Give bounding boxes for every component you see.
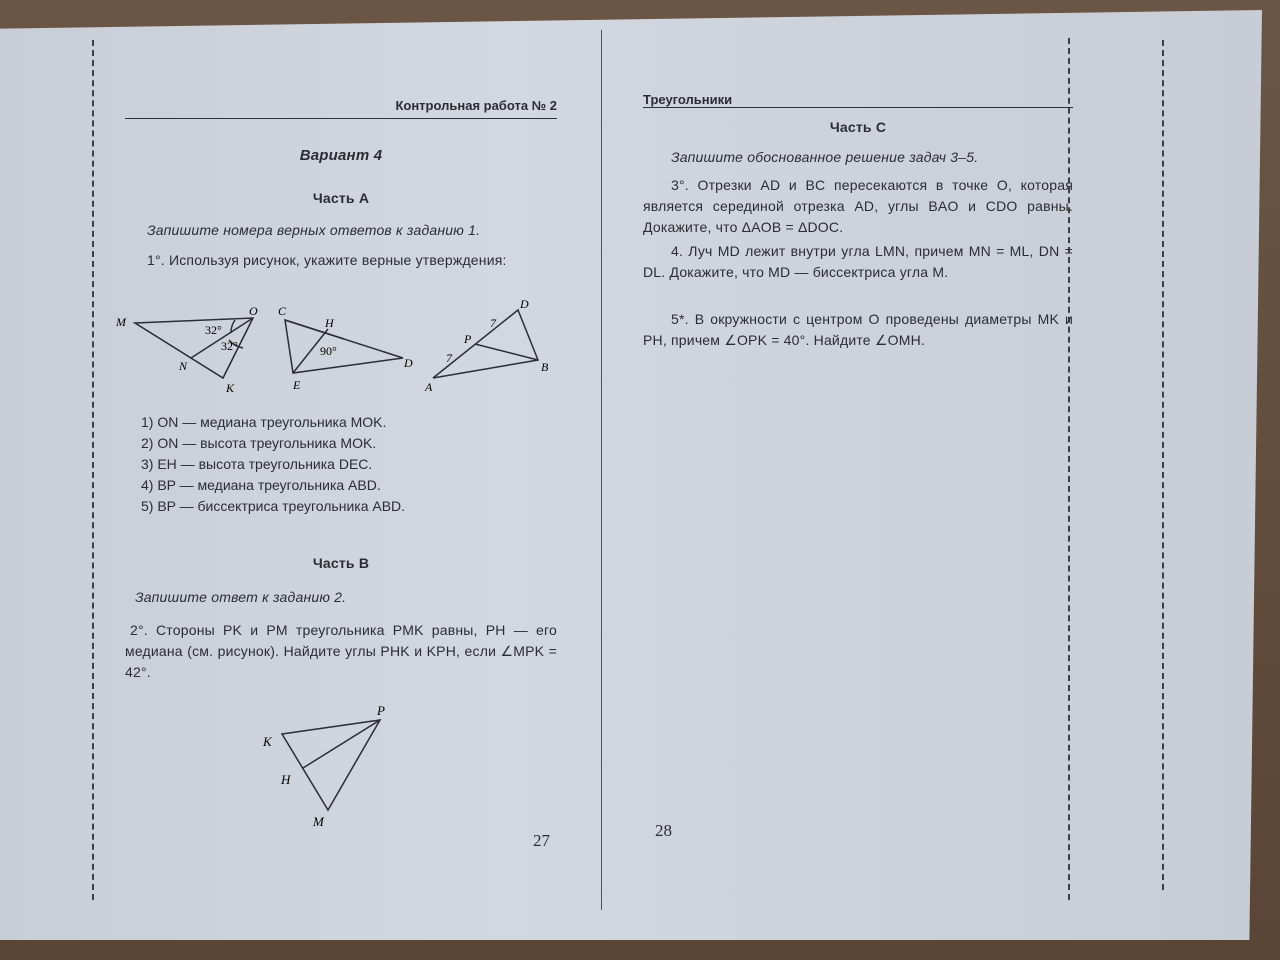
- page-number-right: 28: [655, 821, 672, 840]
- side-label-7b: 7: [446, 351, 452, 365]
- part-b-title: Часть В: [312, 555, 370, 571]
- running-header: Контрольная работа № 2: [395, 98, 557, 113]
- task-2: 2°. Стороны PK и PM треугольника PMK равны, PH — его медиана (см. рисунок). Найдите углы PHK и KPH, если ∠MPK = 42°.: [125, 622, 557, 680]
- label-d2: D: [520, 300, 529, 311]
- label-n: N: [179, 359, 188, 373]
- variant-title: Вариант 4: [299, 147, 383, 164]
- header-rule: [643, 107, 1073, 108]
- task1-figures: [113, 300, 557, 395]
- label-k: K: [226, 381, 235, 395]
- task-3: 3°. Отрезки AD и BC пересекаются в точке O, которая является серединой отрезка AD, углы BAO и CDO равны. Докажите, что ΔAOB = ΔDOC.: [643, 177, 1073, 235]
- label-a: A: [425, 380, 433, 394]
- outer-cut-line: [1162, 40, 1164, 890]
- part-a-title: Часть А: [312, 190, 370, 206]
- angle-label-1: 32°: [205, 323, 222, 337]
- task-1: 1°. Используя рисунок, укажите верные утверждения:: [147, 252, 507, 268]
- task-4: 4. Луч MD лежит внутри угла LMN, причем MN = ML, DN = DL. Докажите, что MD — биссектриса угла M.: [643, 243, 1073, 280]
- label-e: E: [293, 378, 301, 392]
- part-c-instruction: Запишите обоснованное решение задач 3–5.: [671, 149, 979, 165]
- label-o: O: [249, 304, 258, 318]
- label-m2: M: [313, 814, 324, 829]
- label-h2: H: [281, 772, 291, 787]
- part-a-instruction: Запишите номера верных ответов к заданию 1.: [147, 222, 481, 238]
- option-5: 5) BP — биссектриса треугольника ABD.: [141, 498, 406, 514]
- right-page: [643, 0, 1073, 960]
- label-p2: P: [377, 703, 385, 718]
- answer-options: [141, 412, 405, 517]
- angle-label-2: 32°: [221, 339, 238, 353]
- page-number-left: 27: [533, 831, 550, 850]
- option-4: 4) BP — медиана треугольника ABD.: [141, 477, 381, 493]
- part-c-title: Часть С: [829, 119, 887, 135]
- triangle-cde: [285, 320, 403, 373]
- left-cut-line: [92, 40, 94, 900]
- label-k2: K: [263, 734, 272, 749]
- triangle-pmk: [282, 720, 380, 810]
- option-1: 1) ON — медиана треугольника MOK.: [141, 414, 387, 430]
- part-b-instruction: Запишите ответ к заданию 2.: [135, 589, 347, 605]
- option-3: 3) EH — высота треугольника DEC.: [141, 456, 373, 472]
- task-5: 5*. В окружности с центром O проведены диаметры MK и PH, причем ∠OPK = 40°. Найдите ∠OMH.: [643, 311, 1073, 348]
- label-h: H: [325, 316, 334, 330]
- label-c: C: [278, 304, 287, 318]
- median-ph: [303, 720, 380, 768]
- header-rule: [125, 118, 557, 119]
- page-gutter: [601, 30, 602, 910]
- label-b: B: [541, 360, 549, 374]
- label-d: D: [404, 356, 413, 370]
- label-m: M: [116, 315, 126, 329]
- angle-label-90: 90°: [320, 344, 337, 358]
- left-page: [116, 0, 557, 960]
- task2-figure: [260, 700, 390, 835]
- triangle-abd: [433, 310, 538, 378]
- side-label-7a: 7: [490, 316, 496, 330]
- label-p: P: [464, 332, 472, 346]
- running-header: Треугольники: [643, 92, 733, 107]
- option-2: 2) ON — высота треугольника MOK.: [141, 435, 377, 451]
- segment-bp: [475, 344, 538, 360]
